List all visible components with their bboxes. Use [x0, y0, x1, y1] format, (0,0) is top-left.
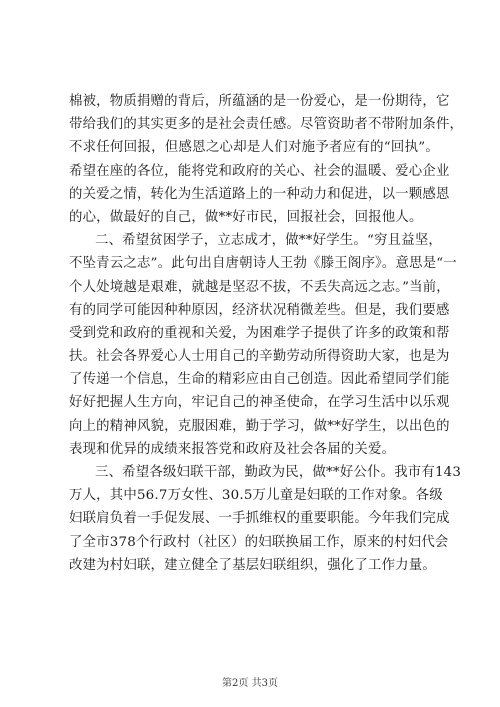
text-line: 了传递一个信息，生命的精彩应由自己创造。因此希望同学们能: [69, 372, 450, 388]
text-line: 棉被，物质捐赠的背后，所蕴涵的是一份爱心，是一份期待，它: [69, 94, 450, 109]
text-line: 有的同学可能因种种原因，经济状况稍微差些。但是，我们要感: [69, 302, 450, 318]
text-line: 希望在座的各位，能将党和政府的关心、社会的温暖、爱心企业: [69, 163, 450, 179]
page-footer: 第2页 共3页: [222, 678, 278, 689]
text-line: 不坠青云之志”。此句出自唐朝诗人王勃《滕王阁序》。意思是“一: [69, 256, 457, 272]
text-line: 带给我们的其实更多的是社会责任感。尽管资助者不带附加条件，: [69, 117, 464, 133]
text-line: 的关爱之情，转化为生活道路上的一种动力和促进，以一颗感恩: [69, 186, 450, 202]
text-line: 的心，做最好的自己，做**好市民，回报社会，回报他人。: [69, 209, 423, 225]
text-line: 受到党和政府的重视和关爱，为困难学子提供了许多的政策和帮: [69, 325, 450, 341]
text-line: 妇联肩负着一手促发展、一手抓维权的重要职能。今年我们完成: [69, 511, 450, 527]
text-line: 二、希望贫困学子，立志成才，做**好学生。“穷且益坚，: [95, 233, 443, 249]
text-line: 了全市378个行政村（社区）的妇联换届工作，原来的村妇代会: [69, 534, 449, 550]
text-line: 好好把握人生方向，牢记自己的神圣使命，在学习生活中以乐观: [69, 395, 450, 411]
text-line: 万人，其中56.7万女性、30.5万儿童是妇联的工作对象。各级: [69, 488, 443, 504]
text-line: 不求任何回报，但感恩之心却是人们对施予者应有的“回执”。: [69, 140, 439, 156]
text-line: 个人处境越是艰难，就越是坚忍不拔，不丢失高远之志。”当前，: [69, 279, 450, 295]
text-line: 三、希望各级妇联干部，勤政为民，做**好公仆。我市有143: [95, 465, 462, 480]
text-line: 向上的精神风貌，克服困难，勤于学习，做**好学生，以出色的: [69, 418, 450, 434]
text-line: 表现和优异的成绩来报答党和政府及社会各届的关爱。: [69, 441, 396, 457]
text-line: 改建为村妇联，建立健全了基层妇联组织，强化了工作力量。: [69, 557, 436, 573]
document-body: [69, 90, 464, 577]
text-line: 扶。社会各界爱心人士用自己的辛勤劳动所得资助大家，也是为: [69, 349, 450, 365]
